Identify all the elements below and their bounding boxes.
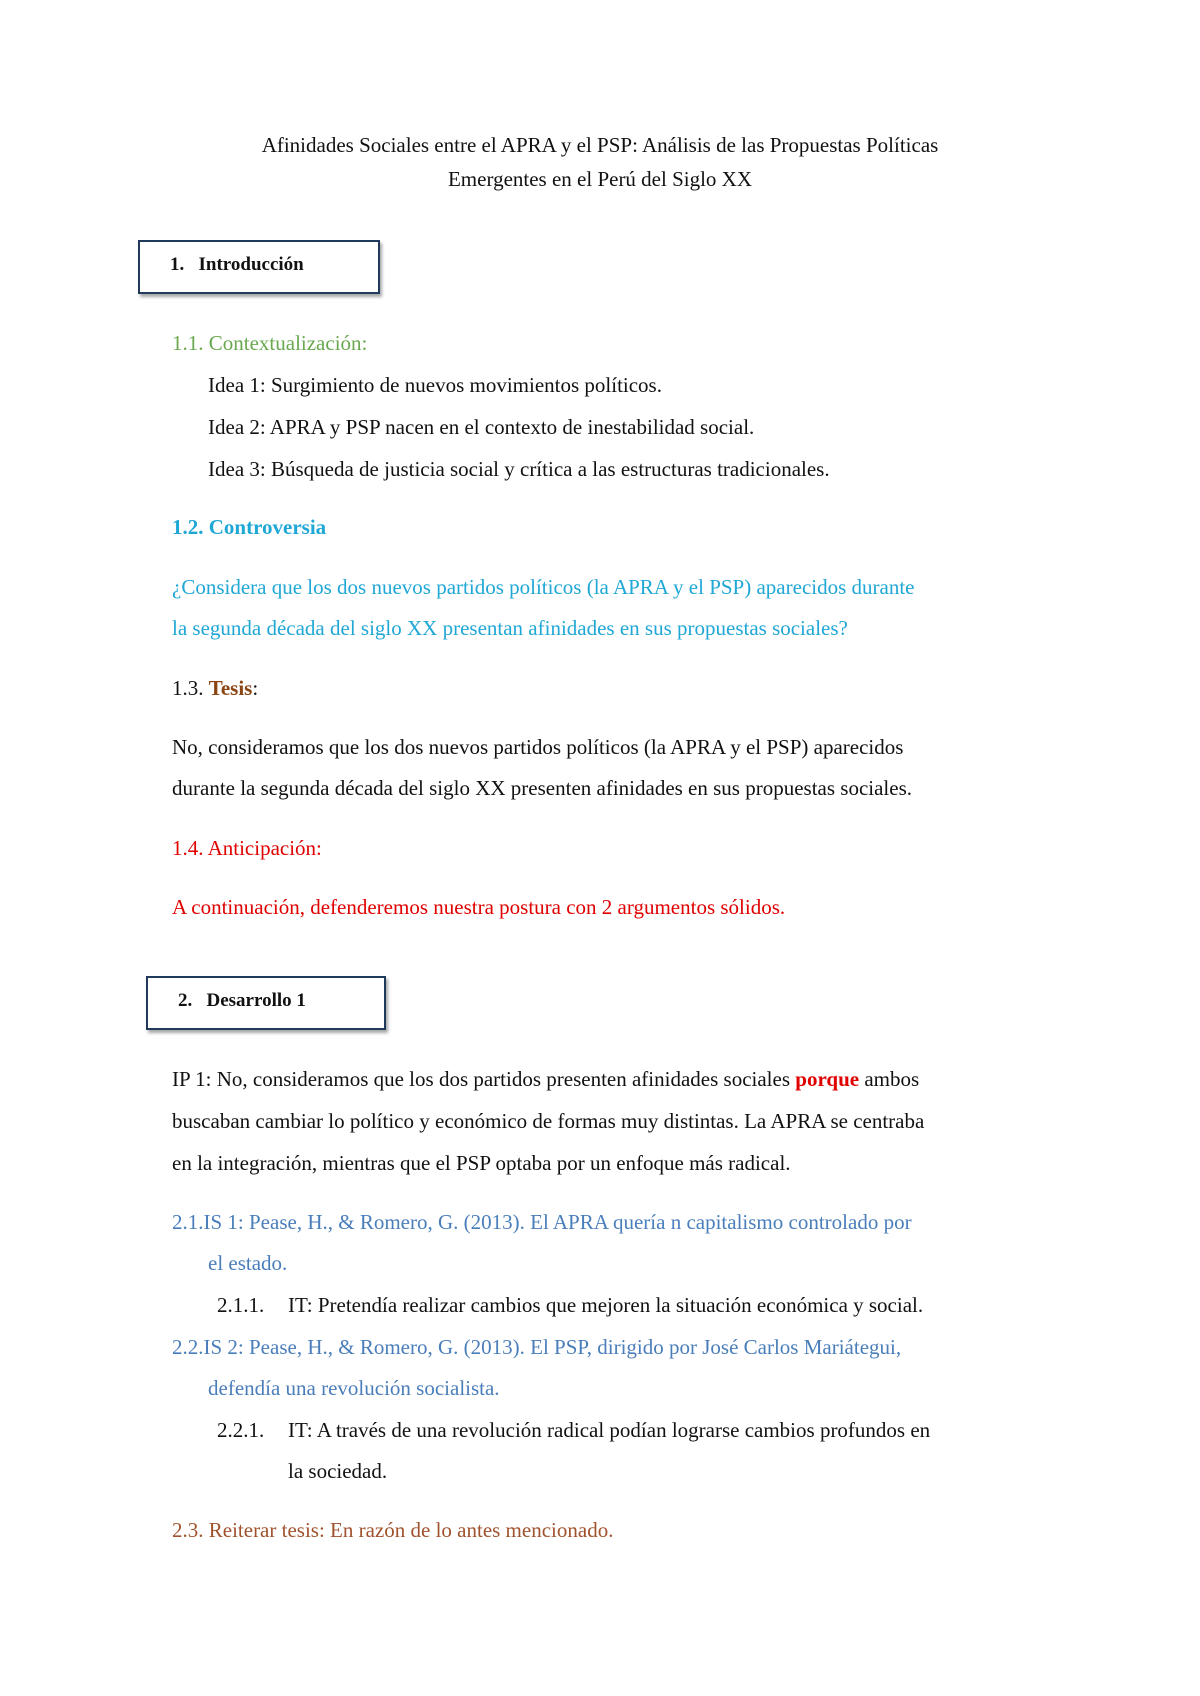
ip-1-text-start: IP 1: No, consideramos que los dos partidos presenten afinidades sociales bbox=[172, 1067, 796, 1091]
ip-1-keyword: porque bbox=[795, 1067, 860, 1091]
idea-3: Idea 3: Búsqueda de justicia social y crítica a las estructuras tradicionales. bbox=[208, 457, 830, 481]
it-1-text: IT: Pretendía realizar cambios que mejoren la situación económica y social. bbox=[288, 1293, 924, 1317]
ip-1-line-2: buscaban cambiar lo político y económico de formas muy distintas. La APRA se centraba bbox=[172, 1109, 925, 1133]
tesis-heading-number: 1.3. bbox=[172, 676, 209, 700]
controversia-question-line-2: la segunda década del siglo XX presentan afinidades en sus propuestas sociales? bbox=[172, 616, 848, 640]
ip-1-line-3: en la integración, mientras que el PSP optaba por un enfoque más radical. bbox=[172, 1151, 791, 1175]
section-2-heading: 2. Desarrollo 1 bbox=[178, 990, 306, 1011]
document-title-line-1: Afinidades Sociales entre el APRA y el PSP: Análisis de las Propuestas Políticas bbox=[261, 133, 939, 157]
tesis-heading bbox=[172, 676, 258, 701]
idea-1: Idea 1: Surgimiento de nuevos movimientos políticos. bbox=[208, 373, 662, 397]
anticipacion-heading: 1.4. Anticipación: bbox=[172, 836, 322, 860]
ip-1-line-1 bbox=[172, 1067, 919, 1092]
controversia-question-line-1: ¿Considera que los dos nuevos partidos políticos (la APRA y el PSP) aparecidos durante bbox=[172, 575, 915, 599]
it-1-number: 2.1.1. bbox=[217, 1293, 265, 1317]
ip-1-text-end: ambos bbox=[859, 1067, 920, 1091]
contextualizacion-heading: 1.1. Contextualización: bbox=[172, 331, 368, 355]
is-1-line-2: el estado. bbox=[208, 1251, 288, 1275]
idea-2: Idea 2: APRA y PSP nacen en el contexto de inestabilidad social. bbox=[208, 415, 755, 439]
section-1-heading: 1. Introducción bbox=[170, 254, 304, 275]
it-2-line-1: IT: A través de una revolución radical podían lograrse cambios profundos en bbox=[288, 1418, 931, 1442]
is-1-line-1: 2.1.IS 1: Pease, H., & Romero, G. (2013). El APRA quería n capitalismo controlado por bbox=[172, 1210, 912, 1234]
tesis-heading-colon: : bbox=[252, 676, 259, 700]
document-title-line-2: Emergentes en el Perú del Siglo XX bbox=[447, 167, 753, 191]
is-2-line-1: 2.2.IS 2: Pease, H., & Romero, G. (2013). El PSP, dirigido por José Carlos Mariátegui, bbox=[172, 1335, 902, 1359]
anticipacion-text: A continuación, defenderemos nuestra postura con 2 argumentos sólidos. bbox=[172, 895, 786, 919]
reiterar-tesis: 2.3. Reiterar tesis: En razón de lo antes mencionado. bbox=[172, 1518, 614, 1542]
it-2-line-2: la sociedad. bbox=[288, 1459, 388, 1483]
tesis-heading-word: Tesis bbox=[208, 676, 253, 700]
section-2-heading-box bbox=[146, 976, 386, 1030]
it-2-number: 2.2.1. bbox=[217, 1418, 265, 1442]
section-1-heading-box bbox=[138, 240, 380, 294]
tesis-line-1: No, consideramos que los dos nuevos partidos políticos (la APRA y el PSP) aparecidos bbox=[172, 735, 904, 759]
is-2-line-2: defendía una revolución socialista. bbox=[208, 1376, 500, 1400]
controversia-heading: 1.2. Controversia bbox=[172, 515, 327, 539]
tesis-line-2: durante la segunda década del siglo XX presenten afinidades en sus propuestas sociales. bbox=[172, 776, 913, 800]
